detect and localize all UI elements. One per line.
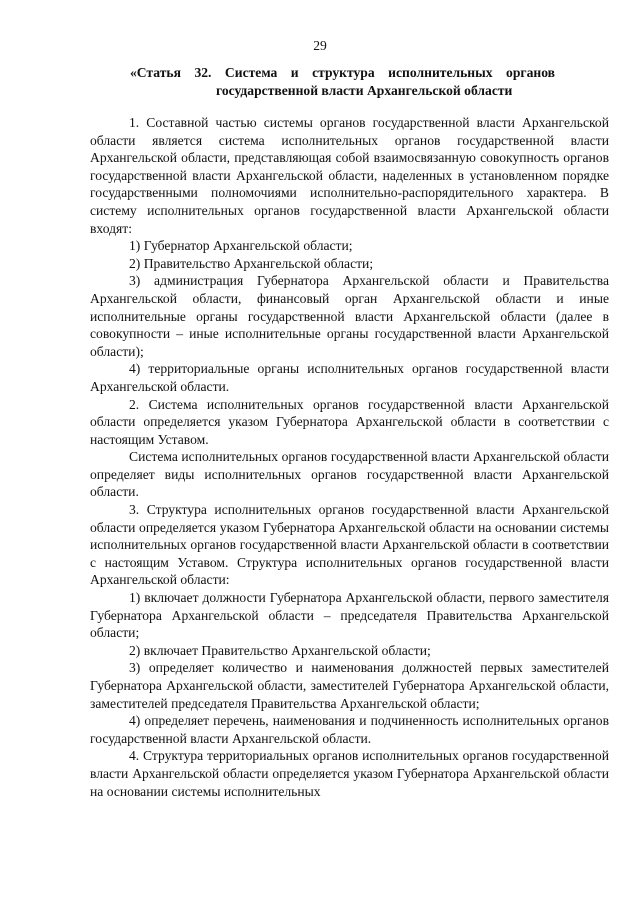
article-title-line-2: государственной власти Архангельской области — [216, 82, 513, 98]
paragraph: 3) определяет количество и наименования должностей первых заместителей Губернатора Архангельской области, заместителей Губернатора Архангельской области, заместителей председателя Правительства Архангельской области; — [90, 660, 609, 711]
paragraph: 4) определяет перечень, наименования и подчиненность исполнительных органов государственной власти Архангельской области. — [90, 713, 609, 746]
paragraph: Система исполнительных органов государственной власти Архангельской области определяет виды исполнительных органов государственной власти Архангельской области. — [90, 449, 609, 500]
article-title — [130, 64, 555, 99]
paragraph: 2) Правительство Архангельской области; — [129, 255, 374, 271]
paragraph: 2) включает Правительство Архангельской области; — [129, 642, 431, 658]
article-title-line-1: «Статья 32. Система и структура исполнительных органов — [130, 65, 555, 80]
page-number: 29 — [313, 38, 327, 53]
paragraph: 1. Составной частью системы органов государственной власти Архангельской области является система исполнительных органов государственной власти Архангельской области, представляющая собой взаимосвязанную совокупность органов государственной власти Архангельской области, наделенных в установленном порядке государственными полномочиями исполнительно-распорядительного характера. В систему исполнительных органов государственной власти Архангельской области входят: — [90, 115, 609, 236]
paragraph: 4) территориальные органы исполнительных органов государственной власти Архангельской области. — [90, 361, 609, 394]
paragraph: 4. Структура территориальных органов исполнительных органов государственной власти Архангельской области определяется указом Губернатора Архангельской области на основании системы исполнительных — [90, 748, 609, 799]
paragraph: 1) включает должности Губернатора Архангельской области, первого заместителя Губернатора Архангельской области – председателя Правительства Архангельской области; — [90, 590, 609, 641]
paragraph: 3. Структура исполнительных органов государственной власти Архангельской области определяется указом Губернатора Архангельской области на основании системы исполнительных органов государственной власти Архангельской области в соответствии с настоящим Уставом. Структура исполнительных органов государственной власти Архангельской области: — [90, 502, 609, 588]
article-body — [90, 114, 609, 800]
paragraph: 3) администрация Губернатора Архангельской области и Правительства Архангельской области, финансовый орган Архангельской области и иные исполнительные органы государственной власти Архангельской области (далее в совокупности – иные исполнительные органы государственной власти Архангельской области); — [90, 273, 609, 359]
paragraph: 2. Система исполнительных органов государственной власти Архангельской области определяется указом Губернатора Архангельской области в соответствии с настоящим Уставом. — [90, 396, 609, 447]
paragraph: 1) Губернатор Архангельской области; — [129, 238, 353, 254]
